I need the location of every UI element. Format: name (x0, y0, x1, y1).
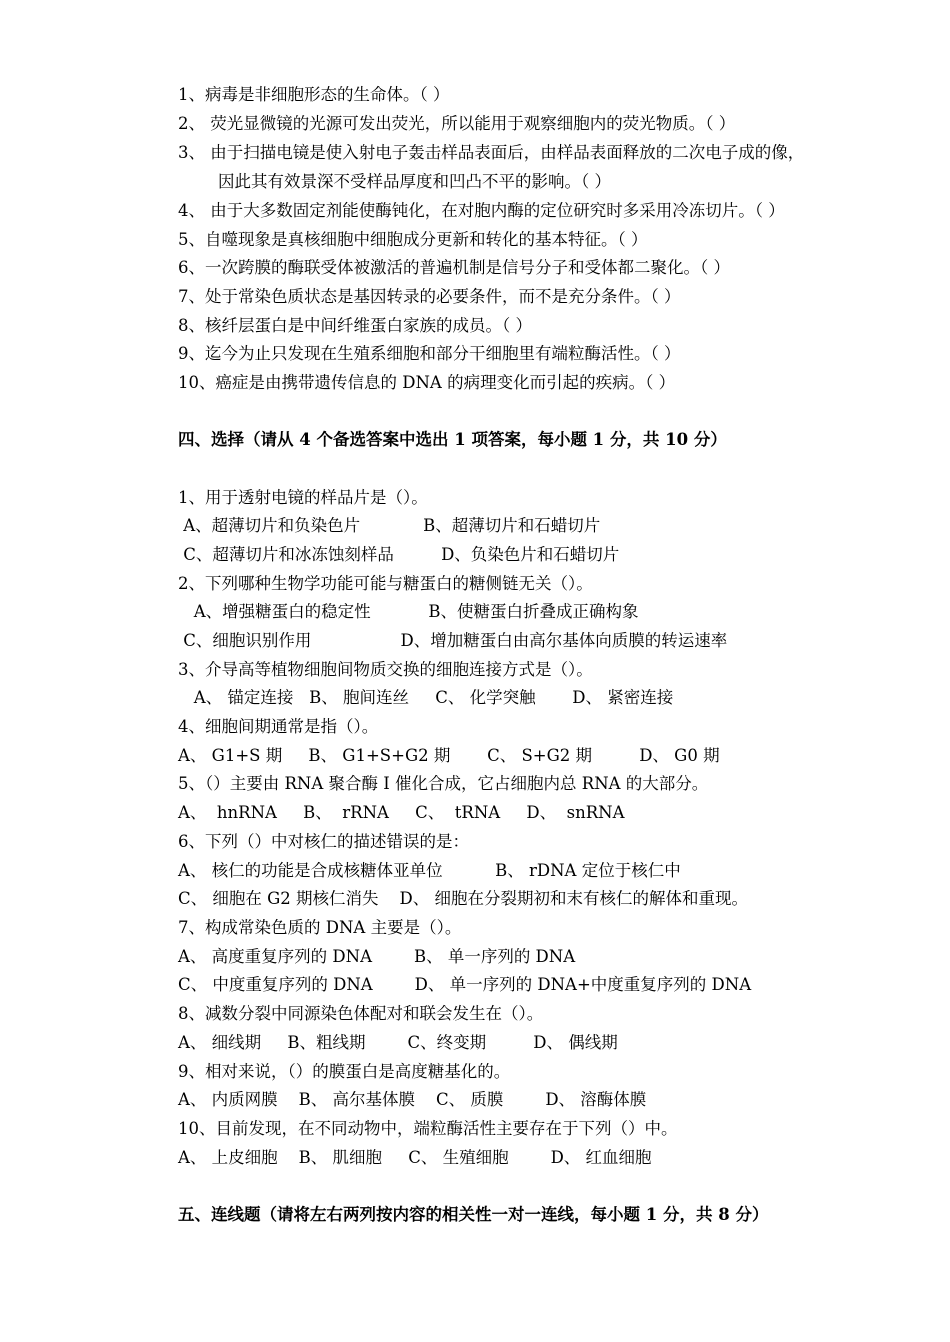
mc-question-2: 2、下列哪种生物学功能可能与糖蛋白的糖侧链无关（）。 (178, 574, 593, 593)
tf-item-2: 2、 荧光显微镜的光源可发出荧光，所以能用于观察细胞内的荧光物质。（ ） (178, 114, 736, 133)
mc-options: A、 锚定连接 B、 胞间连丝 C、 化学突触 D、 紧密连接 (178, 688, 674, 707)
mc-options: C、 细胞在 G2 期核仁消失 D、 细胞在分裂期初和末有核仁的解体和重现。 (178, 889, 748, 908)
mc-options: A、超薄切片和负染色片 B、超薄切片和石蜡切片 (178, 516, 601, 535)
tf-item-3-continued: 因此其有效景深不受样品厚度和凹凸不平的影响。（ ） (218, 172, 611, 191)
tf-item-5: 5、自噬现象是真核细胞中细胞成分更新和转化的基本特征。（ ） (178, 230, 648, 249)
tf-item-8: 8、核纤层蛋白是中间纤维蛋白家族的成员。（ ） (178, 316, 532, 335)
tf-item-4: 4、 由于大多数固定剂能使酶钝化，在对胞内酶的定位研究时多采用冷冻切片。（ ） (178, 201, 785, 220)
section-4-heading: 四、选择（请从 4 个备选答案中选出 1 项答案，每小题 1 分，共 10 分） (178, 430, 727, 449)
mc-options: A、增强糖蛋白的稳定性 B、使糖蛋白折叠成正确构象 (178, 602, 639, 621)
mc-options: A、 高度重复序列的 DNA B、 单一序列的 DNA (178, 947, 576, 966)
tf-item-1: 1、病毒是非细胞形态的生命体。（ ） (178, 85, 450, 104)
mc-options: A、 G1+S 期 B、 G1+S+G2 期 C、 S+G2 期 D、 G0 期 (178, 746, 720, 765)
tf-item-9: 9、迄今为止只发现在生殖系细胞和部分干细胞里有端粒酶活性。（ ） (178, 344, 681, 363)
tf-item-3: 3、 由于扫描电镜是使入射电子轰击样品表面后，由样品表面释放的二次电子成的像， (178, 143, 805, 162)
mc-question-8: 8、减数分裂中同源染色体配对和联会发生在（）。 (178, 1004, 544, 1023)
tf-item-10: 10、癌症是由携带遗传信息的 DNA 的病理变化而引起的疾病。（ ） (178, 373, 676, 392)
mc-options: A、 hnRNA B、 rRNA C、 tRNA D、 snRNA (178, 803, 625, 822)
mc-question-4: 4、细胞间期通常是指（）。 (178, 717, 379, 736)
tf-item-6: 6、一次跨膜的酶联受体被激活的普遍机制是信号分子和受体都二聚化。（ ） (178, 258, 730, 277)
mc-question-5: 5、（）主要由 RNA 聚合酶 I 催化合成，它占细胞内总 RNA 的大部分。 (178, 774, 709, 793)
mc-question-10: 10、目前发现，在不同动物中，端粒酶活性主要存在于下列（）中。 (178, 1119, 678, 1138)
mc-question-1: 1、用于透射电镜的样品片是（）。 (178, 488, 428, 507)
mc-question-6: 6、下列（）中对核仁的描述错误的是： (178, 832, 469, 851)
mc-question-7: 7、构成常染色质的 DNA 主要是（）。 (178, 918, 462, 937)
mc-options: A、 细线期 B、粗线期 C、终变期 D、 偶线期 (178, 1033, 618, 1052)
mc-options: C、 中度重复序列的 DNA D、 单一序列的 DNA+中度重复序列的 DNA (178, 975, 752, 994)
mc-question-3: 3、介导高等植物细胞间物质交换的细胞连接方式是（）。 (178, 660, 593, 679)
section-5-heading: 五、连线题（请将左右两列按内容的相关性一对一连线，每小题 1 分，共 8 分） (178, 1205, 769, 1224)
mc-question-9: 9、相对来说，（）的膜蛋白是高度糖基化的。 (178, 1062, 511, 1081)
mc-options: A、 上皮细胞 B、 肌细胞 C、 生殖细胞 D、 红血细胞 (178, 1148, 652, 1167)
tf-item-7: 7、处于常染色质状态是基因转录的必要条件，而不是充分条件。（ ） (178, 287, 681, 306)
mc-options: C、超薄切片和冰冻蚀刻样品 D、负染色片和石蜡切片 (178, 545, 620, 564)
mc-options: A、 核仁的功能是合成核糖体亚单位 B、 rDNA 定位于核仁中 (178, 861, 681, 880)
mc-options: A、 内质网膜 B、 高尔基体膜 C、 质膜 D、 溶酶体膜 (178, 1090, 647, 1109)
mc-options: C、细胞识别作用 D、增加糖蛋白由高尔基体向质膜的转运速率 (178, 631, 728, 650)
